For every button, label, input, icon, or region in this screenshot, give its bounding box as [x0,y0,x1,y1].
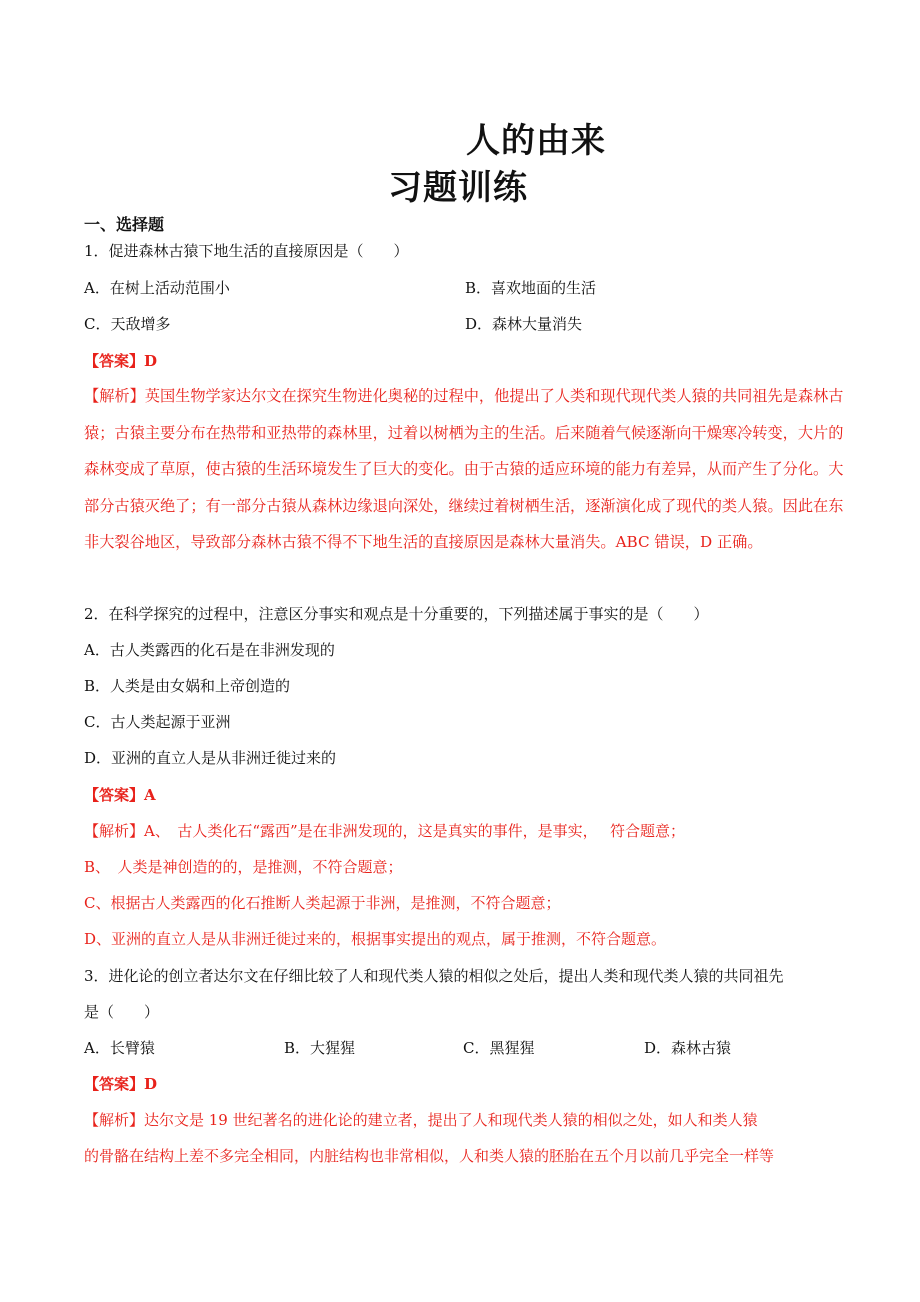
question-3-answer: 【答案】D [84,1075,158,1093]
question-2-stem: 2．在科学探究的过程中，注意区分事实和观点是十分重要的，下列描述属于事实的是（ ） [84,605,709,623]
question-1-analysis: 【解析】英国生物学家达尔文在探究生物进化奥秘的过程中，他提出了人类和现代现代类人猿的共同祖先是森林古猿；古猿主要分布在热带和亚热带的森林里，过着以树栖为主的生活。后来随着气候逐渐向干燥寒冷转变，大片的森林变成了草原，使古猿的生活环境发生了巨大的变化。由于古猿的适应环境的能力有差异，从而产生了分化。大部分古猿灭绝了；有一部分古猿从森林边缘退向深处，继续过着树栖生活，逐渐演化成了现代的类人猿。因此在东非大裂谷地区，导致部分森林古猿不得不下地生活的直接原因是森林大量消失。ABC 错误，D 正确。 [84,387,844,551]
question-3-option-d: D．森林古猿 [644,1039,732,1057]
question-1-option-d: D．森林大量消失 [465,315,583,333]
question-2-answer: 【答案】A [84,786,156,804]
question-2-option-b: B．人类是由女娲和上帝创造的 [84,677,291,695]
question-3-analysis-line: 【解析】达尔文是 19 世纪著名的进化论的建立者，提出了人和现代类人猿的相似之处，如人和类人猿 [84,1111,758,1129]
question-1-stem: 1．促进森林古猿下地生活的直接原因是（ ） [84,242,409,260]
question-3-option-c: C．黑猩猩 [463,1039,535,1057]
question-1-option-c: C．天敌增多 [84,315,171,333]
question-2-option-c: C．古人类起源于亚洲 [84,713,231,731]
question-3-stem: 3．进化论的创立者达尔文在仔细比较了人和现代类人猿的相似之处后，提出人类和现代类人猿的共同祖先 [84,967,784,985]
section-heading: 一、选择题 [84,215,165,234]
question-1-option-b: B．喜欢地面的生活 [465,279,597,297]
question-2-option-d: D．亚洲的直立人是从非洲迁徙过来的 [84,749,337,767]
question-1-answer: 【答案】D [84,352,158,370]
question-3-stem-cont: 是（ ） [84,1003,160,1021]
page-subtitle: 习题训练 [388,168,528,208]
question-2-option-a: A．古人类露西的化石是在非洲发现的 [84,641,335,659]
page-title: 人的由来 [466,121,606,161]
question-2-analysis-line: D、亚洲的直立人是从非洲迁徙过来的，根据事实提出的观点，属于推测，不符合题意。 [84,930,667,948]
question-1-option-a: A．在树上活动范围小 [84,279,230,297]
question-3-option-b: B．大猩猩 [284,1039,356,1057]
question-2-analysis-line: C、根据古人类露西的化石推断人类起源于非洲，是推测，不符合题意； [84,894,561,912]
question-2-analysis-line: B、 人类是神创造的的，是推测，不符合题意； [84,858,403,876]
question-3-analysis-line: 的骨骼在结构上差不多完全相同，内脏结构也非常相似，人和类人猿的胚胎在五个月以前几乎完全一样等 [84,1147,775,1165]
question-2-analysis-line: 【解析】A、 古人类化石“露西”是在非洲发现的，这是真实的事件，是事实， 符合题意； [84,822,685,840]
question-3-option-a: A．长臂猿 [84,1039,155,1057]
